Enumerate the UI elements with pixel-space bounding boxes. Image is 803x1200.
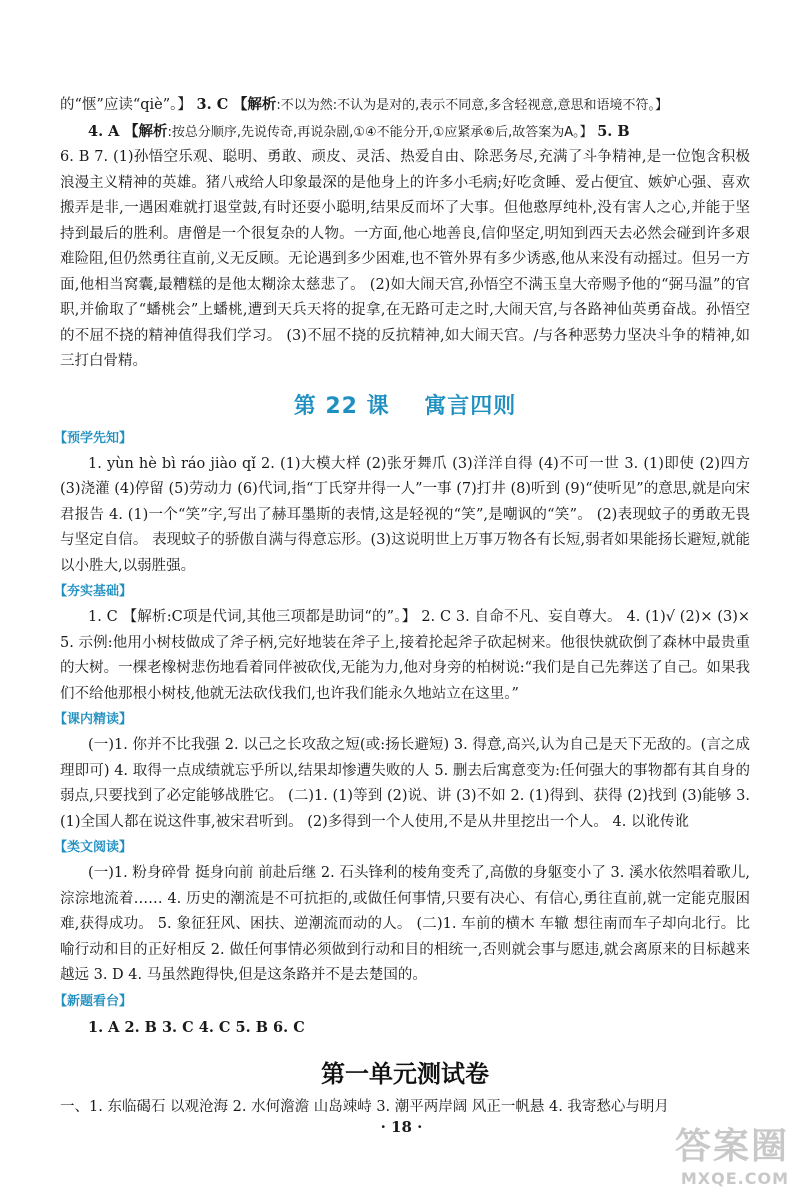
answer-label: 5. B xyxy=(597,122,630,140)
watermark-logo xyxy=(675,1118,789,1188)
answer-page xyxy=(54,92,750,1121)
lesson-name: 寓言四则 xyxy=(424,393,517,419)
lesson-title xyxy=(60,389,750,420)
analysis-text: :按总分顺序,先说传奇,再说杂剧,①④不能分开,①应紧承⑥后,故答案为A。】 xyxy=(167,124,593,140)
section-preview-text: 1. yùn hè bì ráo jiào qǐ 2. (1)大模大样 (2)张牙舞爪 (3)洋洋自得 (4)不可一世 3. (1)即使 (2)四方 (3)浇灌 (4)停留 (5)劳动力 (6)代词,指“丁氏穿井得一人”一事 (7)打井 (8)听到 (9)“使听见”的意思,就是向宋君报告 4. (1)一个“笑”字,写出了赫耳墨斯的表情,这是轻视的“笑”,是嘲讽的“笑”。 (2)表现蚊子的勇敢无畏与坚定自信。 表现蚊子的骄傲自满与得意忘形。(3)这说明世上万事万物各有长短,弱者如果能扬长避短,就能以小胜大,以弱胜强。 xyxy=(60,455,750,574)
section-close-reading-text: (一)1. 你并不比我强 2. 以己之长攻敌之短(或:扬长避短) 3. 得意,高兴,认为自己是天下无敌的。(言之成理即可) 4. 取得一点成绩就忘乎所以,结果却惨遭失败的人 5. 删去后寓意变为:任何强大的事物都有其自身的弱点,只要找到了必定能够战胜它。 (二)1. (1)等到 (2)说、讲 (3)不如 2. (1)得到、获得 (2)找到 (3)能够 3. (1)全国人都在说这件事,被宋君听到。 (2)多得到一个人使用,不是从井里挖出一个人。 4. 以讹传讹 xyxy=(60,737,750,830)
watermark-url: MXQE.COM xyxy=(680,1169,789,1188)
top-paragraph-2 xyxy=(60,119,750,146)
top-paragraph-1 xyxy=(60,92,750,119)
lesson-number: 第 22 课 xyxy=(293,393,390,419)
section-new-questions-text: 1. A 2. B 3. C 4. C 5. B 6. C xyxy=(88,1018,305,1036)
analysis-label: 【解析 xyxy=(232,96,277,113)
page-number: · 18 · xyxy=(380,1118,423,1136)
section-heading-close-reading: 【课内精读】 xyxy=(54,712,133,727)
text-run: 的“惬”应读“qiè”。】 xyxy=(60,97,192,113)
section-heading-preview: 【预学先知】 xyxy=(54,430,133,446)
section-basics-text: 1. C 【解析:C项是代词,其他三项都是助词“的”。】 2. C 3. 自命不凡、妄自尊大。 4. (1)√ (2)× (3)× 5. 示例:他用小树枝做成了斧子柄,完好地装在斧子上,接着抡起斧子砍起树来。他很快就砍倒了森林中最贵重的大树。一棵老橡树悲伤地看着同伴被砍伐,无能为力,他对身旁的柏树说:“我们是自己先葬送了自己。如果我们不给他那根小树枝,他就无法砍伐我们,也许我们能永久地站立在这里。” xyxy=(60,609,750,702)
answer-label: 4. A xyxy=(88,122,120,140)
answer-label: 3. C xyxy=(196,96,229,113)
analysis-label: 【解析 xyxy=(124,122,168,140)
section-heading-basics: 【夯实基础】 xyxy=(54,584,133,599)
top-paragraph-3: 6. B 7. (1)孙悟空乐观、聪明、勇敢、顽皮、灵活、热爱自由、除恶务尽,充满了斗争精神,是一位饱含积极浪漫主义精神的英雄。猪八戒给人印象最深的是他身上的许多小毛病;好吃贪睡、爱占便宜、嫉妒心强、喜欢搬弄是非,一遇困难就打退堂鼓,有时还耍小聪明,结果反而坏了大事。但他憨厚纯朴,没有害人之心,并能于坚持到最后的胜利。唐僧是一个很复杂的人物。一方面,他心地善良,信仰坚定,明知到西天去必然会碰到许多艰难险阻,但仍然勇往直前,义无反顾。无论遇到多少困难,也不管外界有多少诱惑,他从来没有动摇过。但另一方面,他相当窝囊,最糟糕的是他太糊涂太慈悲了。 (2)如大闹天宫,孙悟空不满玉皇大帝赐予他的“弼马温”的官职,并偷取了“蟠桃会”上蟠桃,遭到天兵天将的捉拿,在无路可走之时,大闹天宫,与各路神仙英勇奋战。孙悟空的不屈不挠的精神值得我们学习。 (3)不屈不挠的反抗精神,如大闹天宫。/与各种恶势力坚决斗争的精神,如三打白骨精。 xyxy=(60,149,750,369)
section-heading-extended-reading: 【类文阅读】 xyxy=(54,840,133,855)
watermark-text: 答案圈 xyxy=(674,1126,789,1167)
analysis-text: :不以为然:不认为是对的,表示不同意,多含轻视意,意思和语境不符。】 xyxy=(276,98,669,113)
unit-test-title: 第一单元测试卷 xyxy=(321,1060,489,1088)
section-heading-new-questions: 【新题看台】 xyxy=(54,993,133,1009)
section-extended-reading-text: (一)1. 粉身碎骨 挺身向前 前赴后继 2. 石头锋利的棱角变秃了,高傲的身躯变小了 3. 溪水依然唱着歌儿,淙淙地流着…… 4. 历史的潮流是不可抗拒的,或做任何事情,只要有决心、有信心,勇往直前,就一定能克服困难,获得成功。 5. 象征狂风、困扶、逆潮流而动的人。 (二)1. 车前的横木 车辙 想往南而车子却向北行。比喻行动和目的正好相反 2. 做任何事情必须做到行动和目的相统一,否则就会事与愿违,就会离原来的目标越来越远 3. D 4. 马虽然跑得快,但是这条路并不是去楚国的。 xyxy=(60,865,750,983)
unit-test-line: 一、1. 东临碣石 以观沧海 2. 水何澹澹 山岛竦峙 3. 潮平两岸阔 风正一帆悬 4. 我寄愁心与明月 xyxy=(60,1099,669,1115)
